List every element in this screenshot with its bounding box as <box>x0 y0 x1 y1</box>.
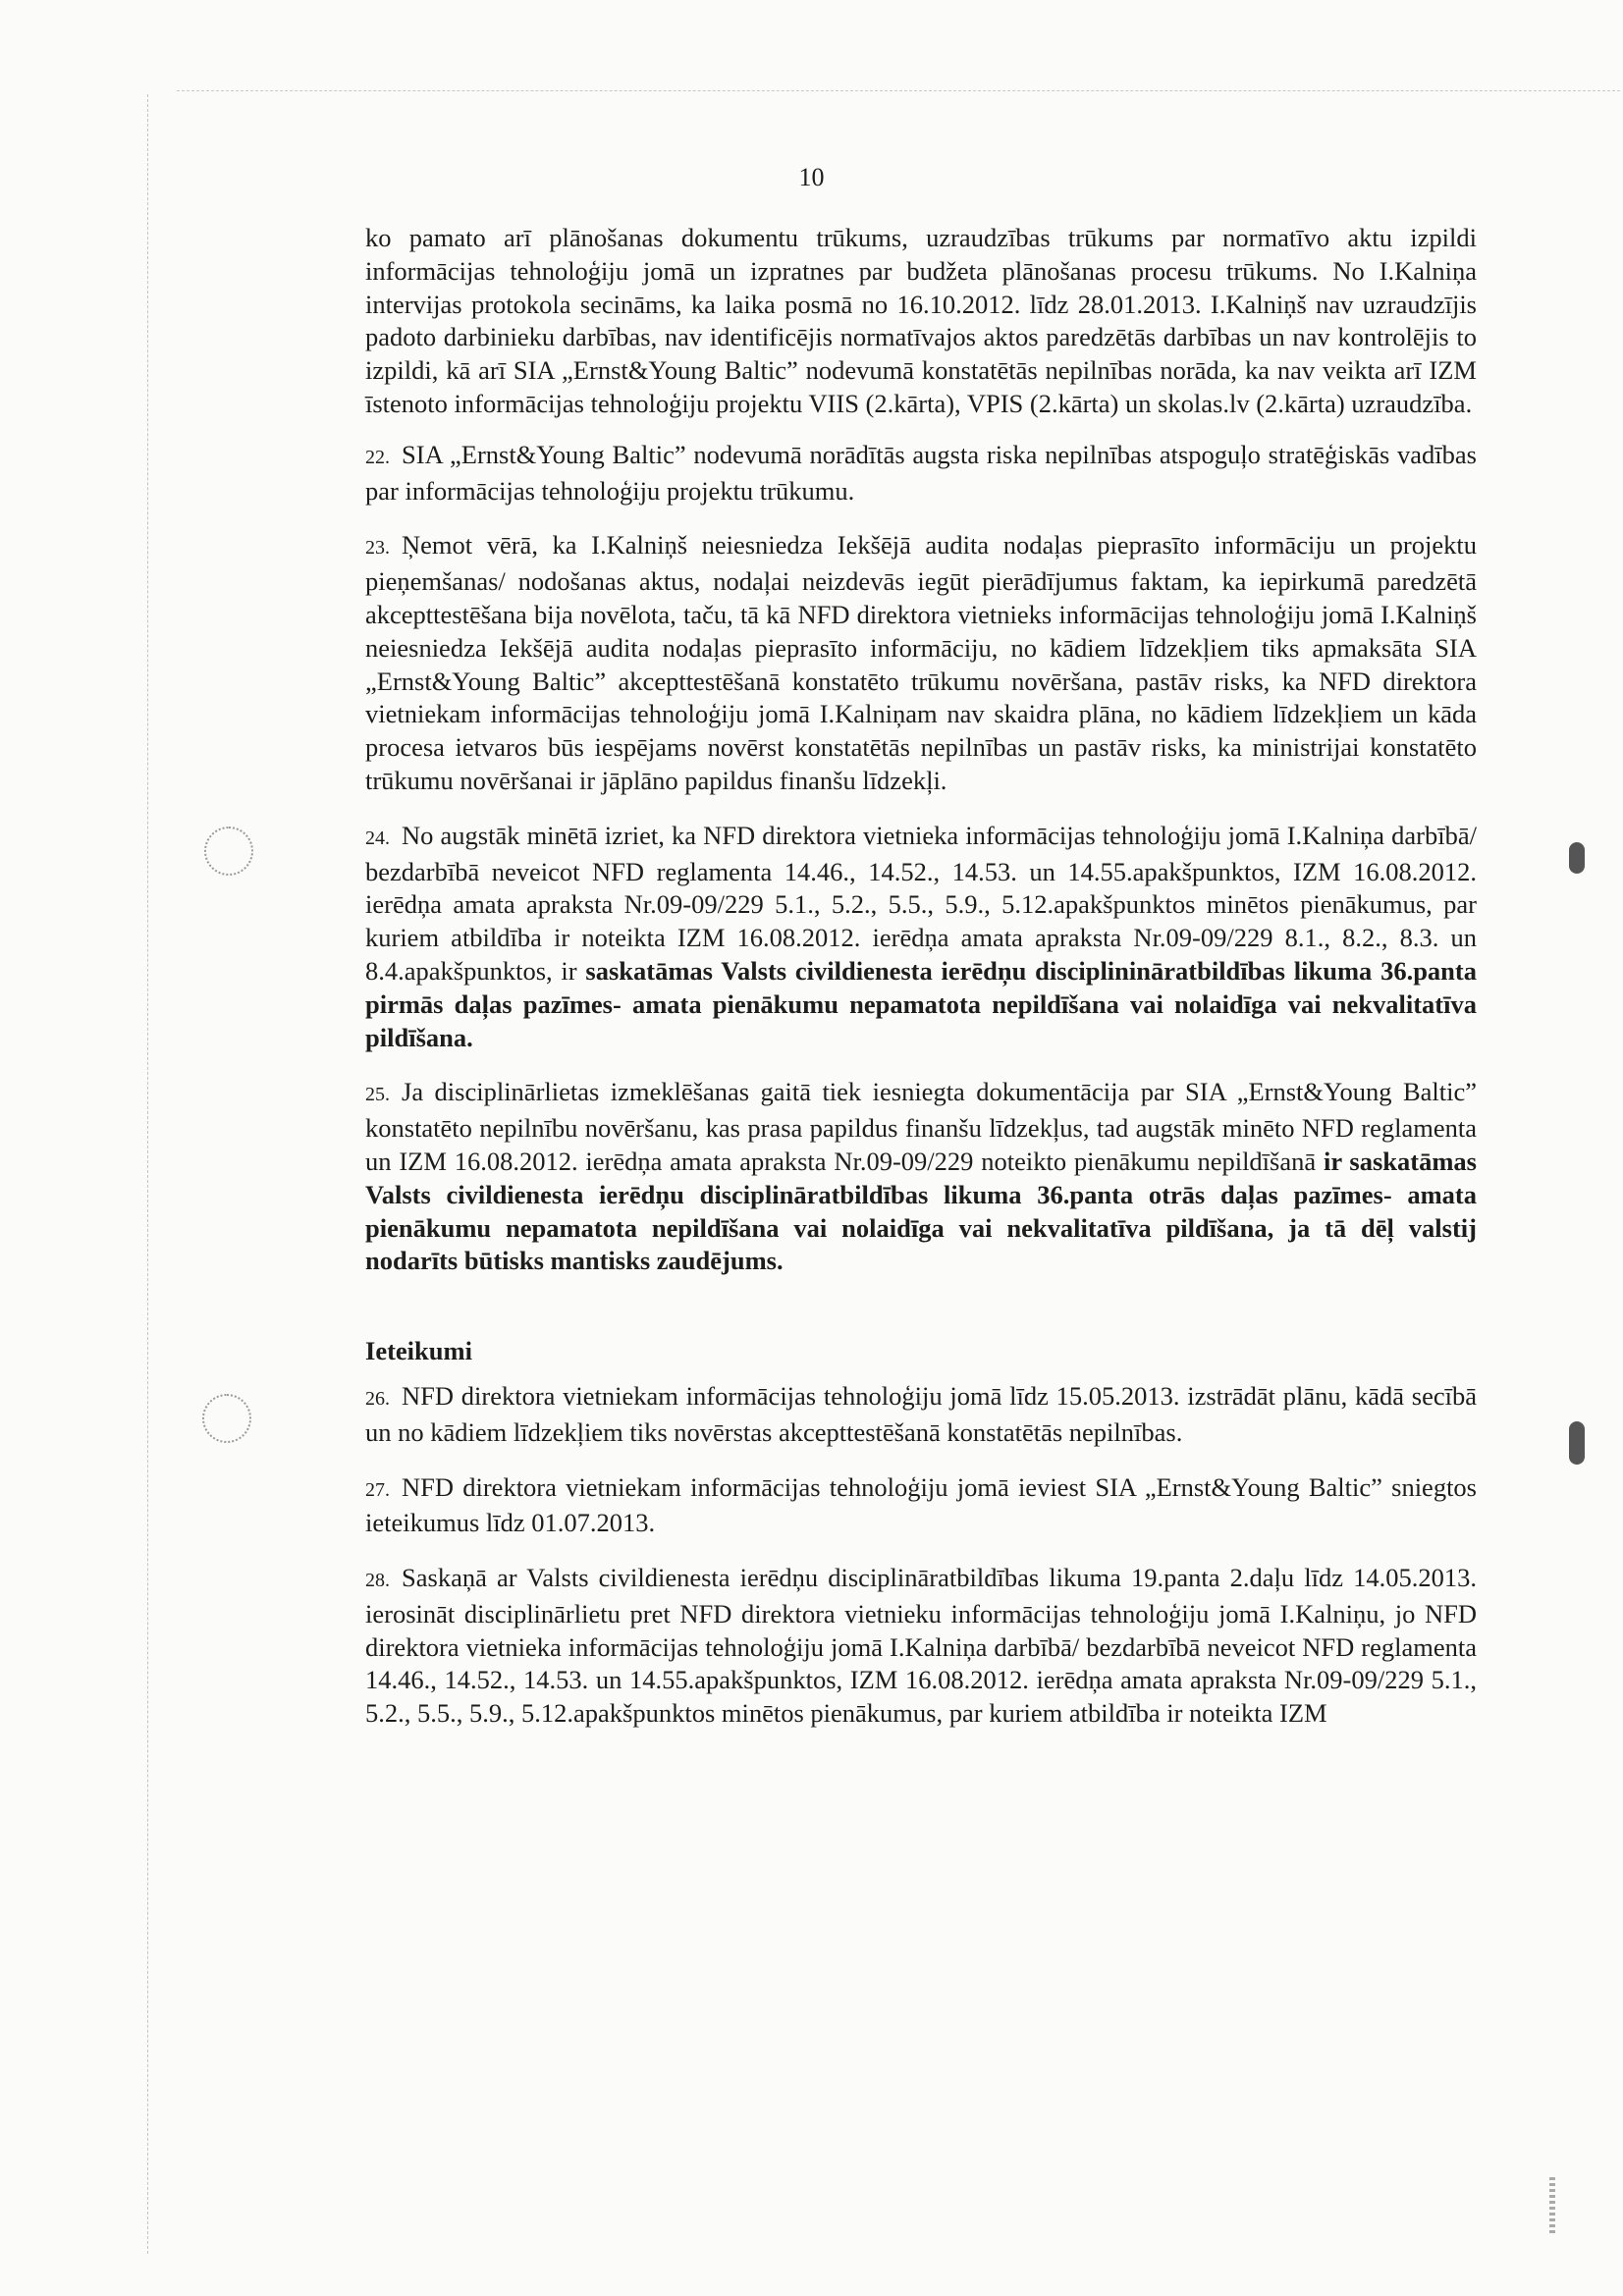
paragraph-number: 28. <box>365 1570 390 1592</box>
binder-clip-icon <box>1569 842 1585 874</box>
paragraph-text: NFD direktora vietniekam informācijas tehnoloģiju jomā ieviest SIA „Ernst&Young Baltic” sniegtos ieteikumus līdz 01.07.2013. <box>365 1471 1477 1538</box>
section-heading: Ieteikumi <box>365 1336 472 1366</box>
paragraph-28 <box>365 1562 1477 1731</box>
paragraph-text: Ņemot vērā, ka I.Kalniņš neiesniedza Iekšējā audita nodaļas pieprasīto informāciju un projektu pieņemšanas/ nodošanas aktus, nodaļai neizdevās iegūt pierādījumus faktam, ka iepirkumā paredzētā akcepttestēšana bija novēlota, taču, tā kā NFD direktora vietnieks informācijas tehnoloģiju jomā I.Kalniņš neiesniedza Iekšējā audita nodaļas pieprasīto informāciju, no kādiem līdzekļiem tiks apmaksāta SIA „Ernst&Young Baltic” akcepttestēšanā konstatēto trūkumu novēršana, pastāv risks, ka NFD direktora vietniekam informācijas tehnoloģiju jomā I.Kalniņam nav skaidra plāna, no kādiem līdzekļiem un kāda procesa ietvaros būs iespējams novērst konstatētās nepilnības un pastāv risks, ka ministrijai konstatēto trūkumu novēršanai ir jāplāno papildus finanšu līdzekļi. <box>365 530 1477 795</box>
paragraph-number: 27. <box>365 1478 390 1501</box>
paragraph-number: 24. <box>365 827 390 849</box>
paragraph-bold-text: ir saskatāmas Valsts civildienesta ierēdņu disciplināratbildības likuma 36.panta otrās daļas pazīmes- amata pienākumu nepamatota nepildīšana vai nolaidīga vai nekvalitatīva pildīšana, ja tā dēļ valstij nodarīts būtisks mantisks zaudējums. <box>365 1146 1477 1276</box>
paragraph-bold-text: saskatāmas Valsts civildienesta ierēdņu disciplinināratbildības likuma 36.panta pirmās daļas pazīmes- amata pienākumu nepamatota nepildīšana vai nolaidīga vai nekvalitatīva pildīšana. <box>365 955 1477 1052</box>
paragraph-number: 22. <box>365 446 390 468</box>
scan-top-edge <box>177 90 1620 91</box>
paragraph-22 <box>365 439 1477 508</box>
document-body <box>365 222 1477 1752</box>
page-number: 10 <box>798 163 825 191</box>
intro-paragraph: ko pamato arī plānošanas dokumentu trūkums, uzraudzības trūkums par normatīvo aktu izpildi informācijas tehnoloģiju jomā un izpratnes par budžeta plānošanas procesu trūkums. No I.Kalniņa intervijas protokola secināms, ka laika posmā no 16.10.2012. līdz 28.01.2013. I.Kalniņš nav uzraudzījis padoto darbinieku darbības, nav identificējis normatīvajos aktos paredzētās darbības un nav kontrolējis to izpildi, kā arī SIA „Ernst&Young Baltic” nodevumā konstatētās nepilnības norāda, ka nav veikta arī IZM īstenoto informācijas tehnoloģiju projektu VIIS (2.kārta), VPIS (2.kārta) un skolas.lv (2.kārta) uzraudzība. <box>365 223 1477 418</box>
scan-edge-mark <box>1549 2177 1555 2236</box>
paragraph-number: 26. <box>365 1387 390 1410</box>
paragraph-number: 23. <box>365 537 390 560</box>
punch-hole-icon <box>204 827 253 876</box>
paragraph-24 <box>365 820 1477 1055</box>
paragraph-text: SIA „Ernst&Young Baltic” nodevumā norādītās augsta riska nepilnības atspoguļo stratēģiskās vadības par informācijas tehnoloģiju projektu trūkumu. <box>365 439 1477 506</box>
paragraph-text: Ja disciplinārlietas izmeklēšanas gaitā tiek iesniegta dokumentācija par SIA „Ernst&Young Baltic” konstatēto nepilnību novēršanu, kas prasa papildus finanšu līdzekļus, tad augstāk minēto NFD reglamenta un IZM 16.08.2012. ierēdņa amata apraksta Nr.09-09/229 noteikto pienākumu nepildīšanā <box>365 1077 1477 1176</box>
paragraph-23 <box>365 529 1477 797</box>
paragraph-text: NFD direktora vietniekam informācijas tehnoloģiju jomā līdz 15.05.2013. izstrādāt plānu, kādā secībā un no kādiem līdzekļiem tiks novērstas akcepttestēšanā konstatētās nepilnības. <box>365 1380 1477 1447</box>
binder-clip-icon <box>1569 1421 1585 1465</box>
punch-hole-icon <box>202 1394 251 1443</box>
scan-left-edge <box>147 94 148 2254</box>
paragraph-26 <box>365 1380 1477 1450</box>
paragraph-27 <box>365 1471 1477 1541</box>
paragraph-text: No augstāk minētā izriet, ka NFD direktora vietnieka informācijas tehnoloģiju jomā I.Kalniņa darbībā/ bezdarbībā neveicot NFD reglamenta 14.46., 14.52., 14.53. un 14.55.apakšpunktos, IZM 16.08.2012. ierēdņa amata apraksta Nr.09-09/229 5.1., 5.2., 5.5., 5.9., 5.12.apakšpunktos minētos pienākumus, par kuriem atbildība ir noteikta IZM 16.08.2012. ierēdņa amata apraksta Nr.09-09/229 8.1., 8.2., 8.3. un 8.4.apakšpunktos, ir <box>365 820 1477 986</box>
paragraph-text: Saskaņā ar Valsts civildienesta ierēdņu disciplināratbildības likuma 19.panta 2.daļu līdz 14.05.2013. ierosināt disciplinārlietu pret NFD direktora vietnieku informācijas tehnoloģiju jomā I.Kalniņu, jo NFD direktora vietnieka informācijas tehnoloģiju jomā I.Kalniņa darbībā/ bezdarbībā neveicot NFD reglamenta 14.46., 14.52., 14.53. un 14.55.apakšpunktos, IZM 16.08.2012. ierēdņa amata apraksta Nr.09-09/229 5.1., 5.2., 5.5., 5.9., 5.12.apakšpunktos minētos pienākumus, par kuriem atbildība ir noteikta IZM <box>365 1563 1477 1729</box>
paragraph-number: 25. <box>365 1084 390 1106</box>
paragraph-25 <box>365 1076 1477 1278</box>
